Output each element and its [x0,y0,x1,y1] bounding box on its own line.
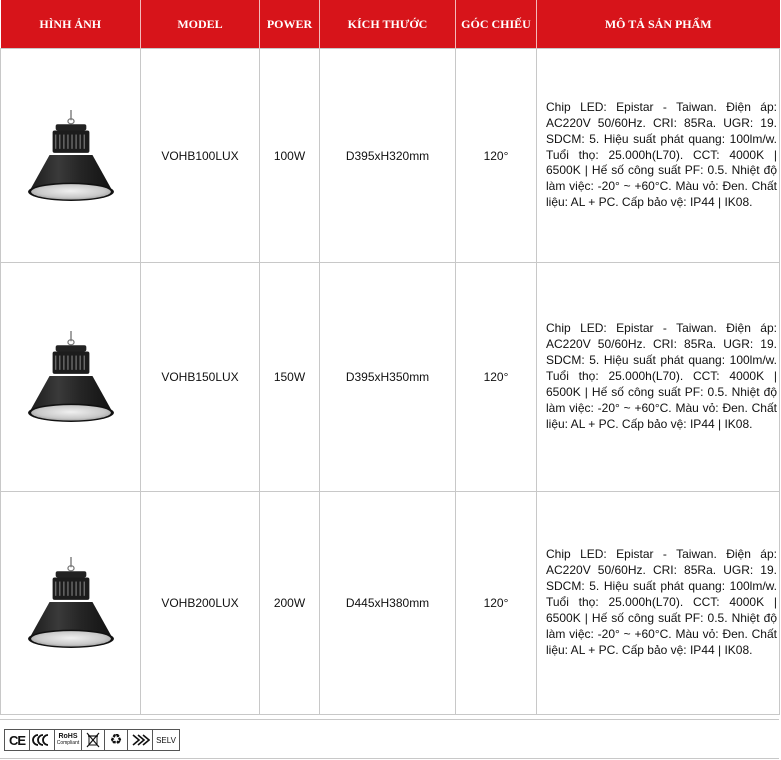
angle-cell: 120° [456,263,537,492]
angle-cell: 120° [456,49,537,263]
table-row [1,263,780,492]
angle-cell: 120° [456,492,537,715]
certification-strip [0,719,779,759]
highbay-lamp-icon [25,557,117,649]
recycle-icon: ♻ [105,730,128,750]
weee-bin-icon [82,730,105,750]
table-header-row [1,0,780,49]
column-header-model: MODEL [141,0,260,49]
column-header-angle: GÓC CHIẾU [456,0,537,49]
column-header-image: HÌNH ẢNH [1,0,141,49]
table-row [1,49,780,263]
model-cell: VOHB100LUX [141,49,260,263]
highbay-lamp-icon [25,110,117,202]
power-cell: 200W [260,492,320,715]
description-cell: Chip LED: Epistar - Taiwan. Điện áp: AC220V 50/60Hz. CRI: 85Ra. UGR: 19. SDCM: 5. Hiệu suất phát quang: 100lm/w. Tuổi thọ: 25.000h(L70). CCT: 4000K | 6500K | Hế số công suất PF: 0.5. Nhiệt độ làm việc: -20° ~ +60°C. Màu vỏ: Đen. Chất liệu: AL + PC. Cấp bảo vệ: IP44 | IK08. [537,49,780,263]
rohs-mark-icon: RoHS Compliant [55,730,82,750]
model-cell: VOHB150LUX [141,263,260,492]
size-cell: D445xH380mm [320,492,456,715]
product-image-cell [1,492,141,715]
model-cell: VOHB200LUX [141,492,260,715]
selv-mark-icon: SELV [156,735,176,745]
eac-mark-icon [30,730,55,750]
column-header-power: POWER [260,0,320,49]
power-cell: 150W [260,263,320,492]
description-cell: Chip LED: Epistar - Taiwan. Điện áp: AC220V 50/60Hz. CRI: 85Ra. UGR: 19. SDCM: 5. Hiệu suất phát quang: 100lm/w. Tuổi thọ: 25.000h(L70). CCT: 4000K | 6500K | Hế số công suất PF: 0.5. Nhiệt độ làm việc: -20° ~ +60°C. Màu vỏ: Đen. Chất liệu: AL + PC. Cấp bảo vệ: IP44 | IK08. [537,263,780,492]
certification-icons [4,729,180,751]
size-cell: D395xH320mm [320,49,456,263]
ccc-mark-icon [128,730,153,750]
table-row [1,492,780,715]
description-cell: Chip LED: Epistar - Taiwan. Điện áp: AC220V 50/60Hz. CRI: 85Ra. UGR: 19. SDCM: 5. Hiệu suất phát quang: 100lm/w. Tuổi thọ: 25.000h(L70). CCT: 4000K | 6500K | Hế số công suất PF: 0.5. Nhiệt độ làm việc: -20° ~ +60°C. Màu vỏ: Đen. Chất liệu: AL + PC. Cấp bảo vệ: IP44 | IK08. [537,492,780,715]
highbay-lamp-icon [25,331,117,423]
column-header-description: MÔ TẢ SẢN PHẨM [537,0,780,49]
ce-mark-icon: CE [5,730,30,750]
size-cell: D395xH350mm [320,263,456,492]
column-header-size: KÍCH THƯỚC [320,0,456,49]
power-cell: 100W [260,49,320,263]
product-image-cell [1,263,141,492]
product-image-cell [1,49,141,263]
